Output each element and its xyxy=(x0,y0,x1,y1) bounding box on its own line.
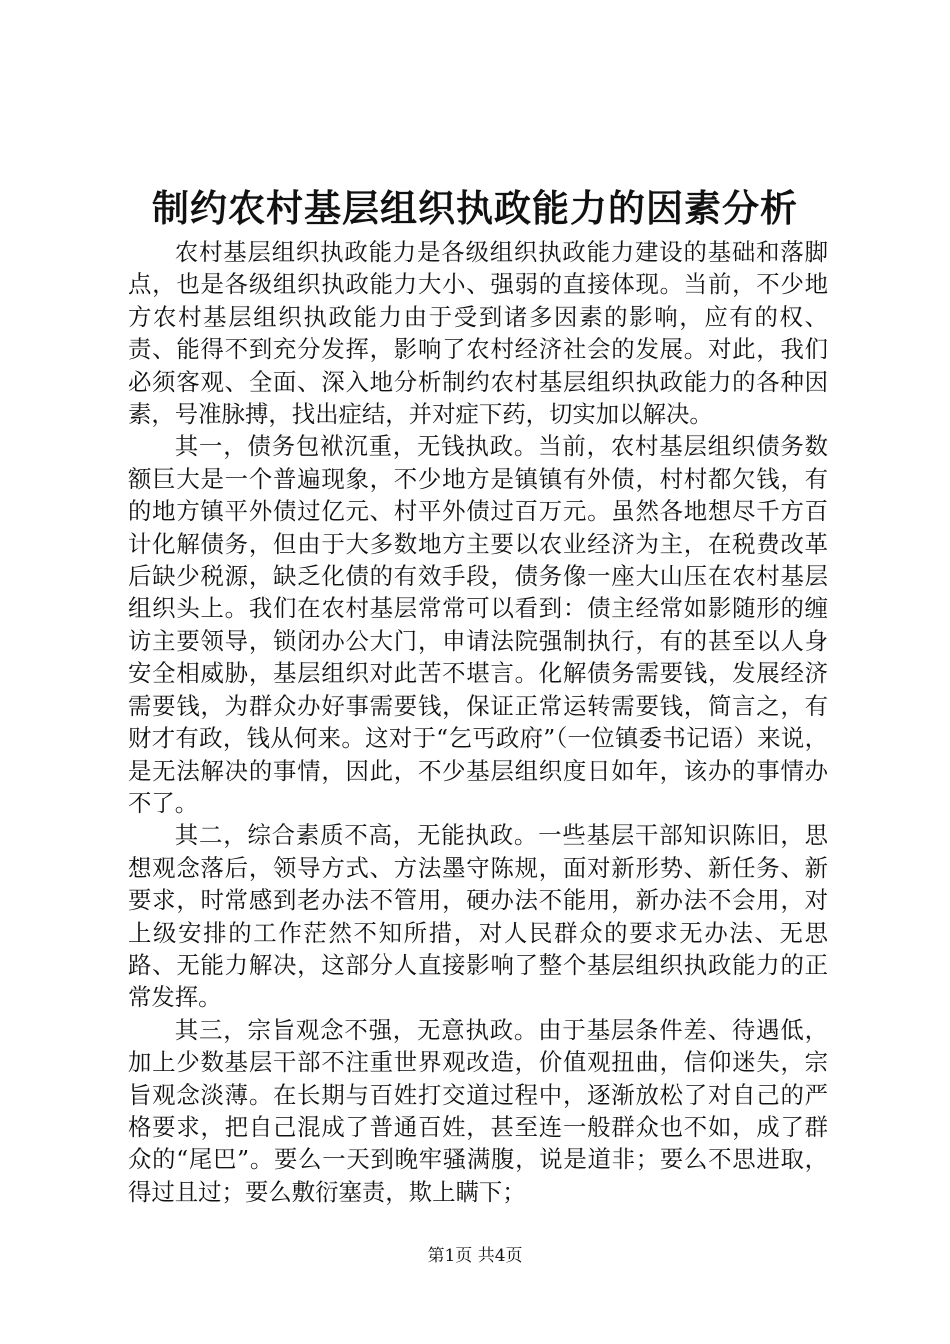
page-footer: 第1页 共4页 xyxy=(427,1246,523,1266)
paragraph-debt: 其一，债务包袱沉重，无钱执政。当前，农村基层组织债务数额巨大是一个普遍现象，不少地方是镇镇有外债，村村都欠钱，有的地方镇平外债过亿元、村平外债过百万元。虽然各地想尽千方百计化解债务，但由于大多数地方主要以农业经济为主，在税费改革后缺少税源，缺乏化债的有效手段，债务像一座大山压在农村基层组织头上。我们在农村基层常常可以看到：债主经常如影随形的缠访主要领导，锁闭办公大门，申请法院强制执行，有的甚至以人身安全相威胁，基层组织对此苦不堪言。化解债务需要钱，发展经济需要钱，为群众办好事需要钱，保证正常运转需要钱，简言之，有财才有政，钱从何来。这对于“乞丐政府”（一位镇委书记语）来说，是无法解决的事情，因此，不少基层组织度日如年，该办的事情办不了。 xyxy=(128,432,828,817)
paragraph-intro: 农村基层组织执政能力是各级组织执政能力建设的基础和落脚点，也是各级组织执政能力大小、强弱的直接体现。当前，不少地方农村基层组织执政能力由于受到诸多因素的影响，应有的权、责、能得不到充分发挥，影响了农村经济社会的发展。对此，我们必须客观、全面、深入地分析制约农村基层组织执政能力的各种因素，号准脉搏，找出症结，并对症下药，切实加以解决。 xyxy=(128,238,828,429)
document-body xyxy=(128,236,828,1208)
document-title: 制约农村基层组织执政能力的因素分析 xyxy=(152,187,798,230)
paragraph-purpose: 其三，宗旨观念不强，无意执政。由于基层条件差、待遇低，加上少数基层干部不注重世界观改造，价值观扭曲，信仰迷失，宗旨观念淡薄。在长期与百姓打交道过程中，逐渐放松了对自己的严格要求，把自己混成了普通百姓，甚至连一般群众也不如，成了群众的“尾巴”。要么一天到晚牢骚满腹，说是道非；要么不思进取，得过且过；要么敷衍塞责，欺上瞒下； xyxy=(128,1015,828,1206)
paragraph-quality: 其二，综合素质不高，无能执政。一些基层干部知识陈旧，思想观念落后，领导方式、方法墨守陈规，面对新形势、新任务、新要求，时常感到老办法不管用，硬办法不能用，新办法不会用，对上级安排的工作茫然不知所措，对人民群众的要求无办法、无思路、无能力解决，这部分人直接影响了整个基层组织执政能力的正常发挥。 xyxy=(128,821,828,1012)
